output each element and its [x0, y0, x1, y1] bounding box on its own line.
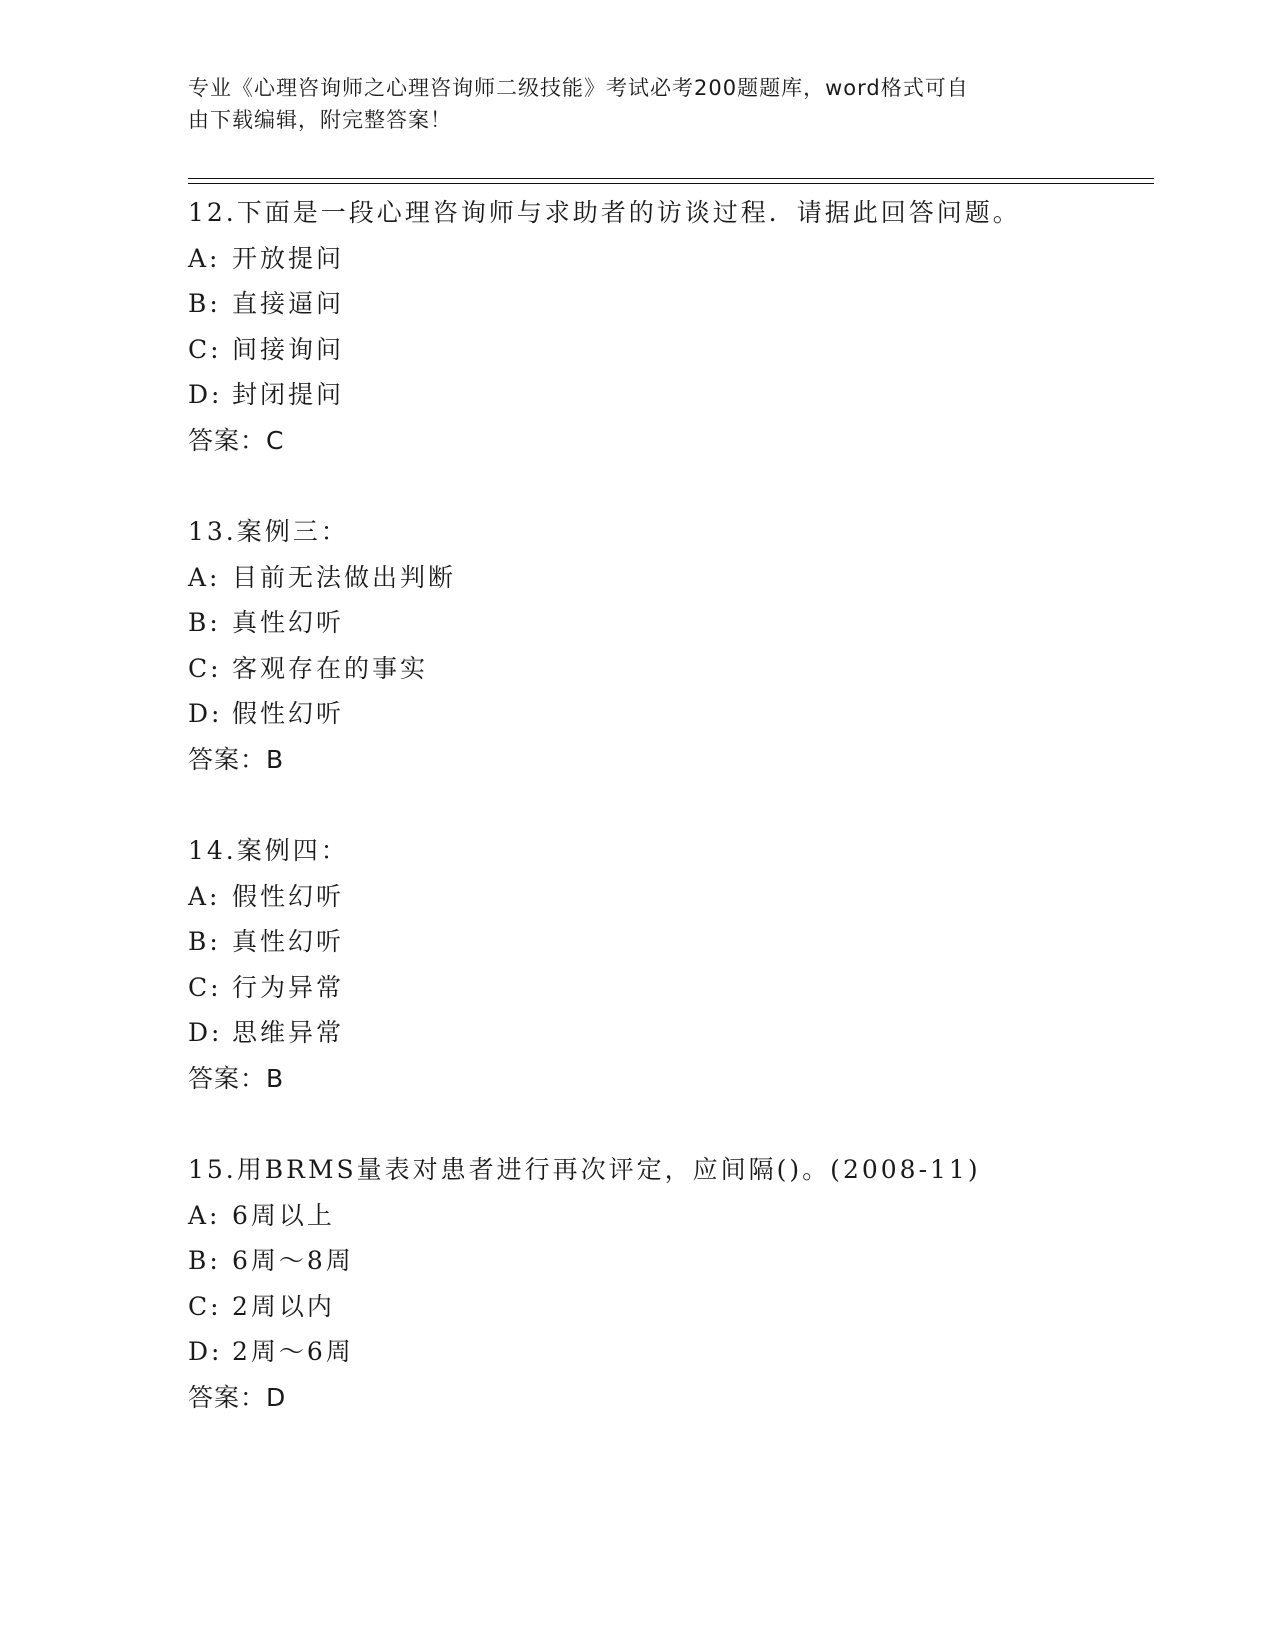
option-label: A:	[188, 1200, 221, 1230]
option-c	[188, 646, 1148, 692]
option-label: B:	[188, 289, 221, 318]
option-label: B:	[188, 1246, 221, 1275]
option-label: C:	[188, 334, 222, 364]
option-text: 目前无法做出判断	[232, 562, 457, 592]
question-15	[188, 1147, 1148, 1420]
option-text: 行为异常	[232, 972, 345, 1002]
option-b	[188, 919, 1148, 965]
option-text: 开放提问	[232, 243, 345, 273]
option-label: A:	[188, 243, 221, 273]
option-label: C:	[188, 653, 222, 683]
option-text: 思维异常	[232, 1018, 345, 1047]
option-text: 客观存在的事实	[232, 653, 429, 683]
option-label: D:	[188, 1337, 223, 1366]
question-stem: 12.下面是一段心理咨询师与求助者的访谈过程．请据此回答问题。	[188, 198, 1021, 227]
question-14	[188, 828, 1148, 1101]
document-header	[188, 72, 1088, 136]
option-d	[188, 1010, 1148, 1056]
option-a	[188, 555, 1148, 601]
option-text: 2周～6周	[232, 1337, 354, 1366]
answer-line: 答案：B	[188, 1063, 285, 1093]
header-divider-bottom	[188, 183, 1154, 184]
question-stem: 13.案例三：	[188, 517, 349, 546]
option-a	[188, 874, 1148, 920]
question-12	[188, 190, 1148, 463]
option-text: 6周～8周	[232, 1246, 354, 1275]
question-stem: 14.案例四：	[188, 836, 349, 865]
option-label: A:	[188, 881, 221, 911]
option-b	[188, 600, 1148, 646]
answer-line: 答案：C	[188, 425, 285, 455]
question-13	[188, 509, 1148, 782]
option-text: 间接询问	[232, 334, 345, 364]
option-text: 直接逼问	[232, 289, 345, 318]
question-list	[188, 190, 1148, 1466]
answer-line: 答案：D	[188, 1382, 287, 1412]
option-label: B:	[188, 927, 221, 956]
option-d	[188, 1329, 1148, 1375]
answer-line: 答案：B	[188, 744, 285, 774]
option-text: 封闭提问	[232, 380, 345, 409]
option-a	[188, 236, 1148, 282]
option-label: D:	[188, 699, 223, 728]
option-label: C:	[188, 1291, 222, 1321]
option-text: 真性幻听	[232, 608, 345, 637]
option-text: 假性幻听	[232, 699, 345, 728]
option-label: B:	[188, 608, 221, 637]
option-d	[188, 691, 1148, 737]
header-line-1: 专业《心理咨询师之心理咨询师二级技能》考试必考200题题库，word格式可自	[188, 76, 969, 100]
option-a	[188, 1193, 1148, 1239]
option-c	[188, 327, 1148, 373]
option-b	[188, 1238, 1148, 1284]
option-label: D:	[188, 380, 223, 409]
option-b	[188, 281, 1148, 327]
option-label: C:	[188, 972, 222, 1002]
option-label: D:	[188, 1018, 223, 1047]
option-text: 假性幻听	[232, 881, 345, 911]
option-text: 6周以上	[232, 1200, 335, 1230]
option-d	[188, 372, 1148, 418]
option-c	[188, 1284, 1148, 1330]
header-line-2: 由下载编辑，附完整答案！	[188, 108, 452, 132]
question-stem: 15.用BRMS量表对患者进行再次评定，应间隔()。(2008-11)	[188, 1155, 981, 1184]
option-text: 真性幻听	[232, 927, 345, 956]
header-divider-top	[188, 178, 1154, 179]
option-label: A:	[188, 562, 221, 592]
option-c	[188, 965, 1148, 1011]
option-text: 2周以内	[232, 1291, 335, 1321]
